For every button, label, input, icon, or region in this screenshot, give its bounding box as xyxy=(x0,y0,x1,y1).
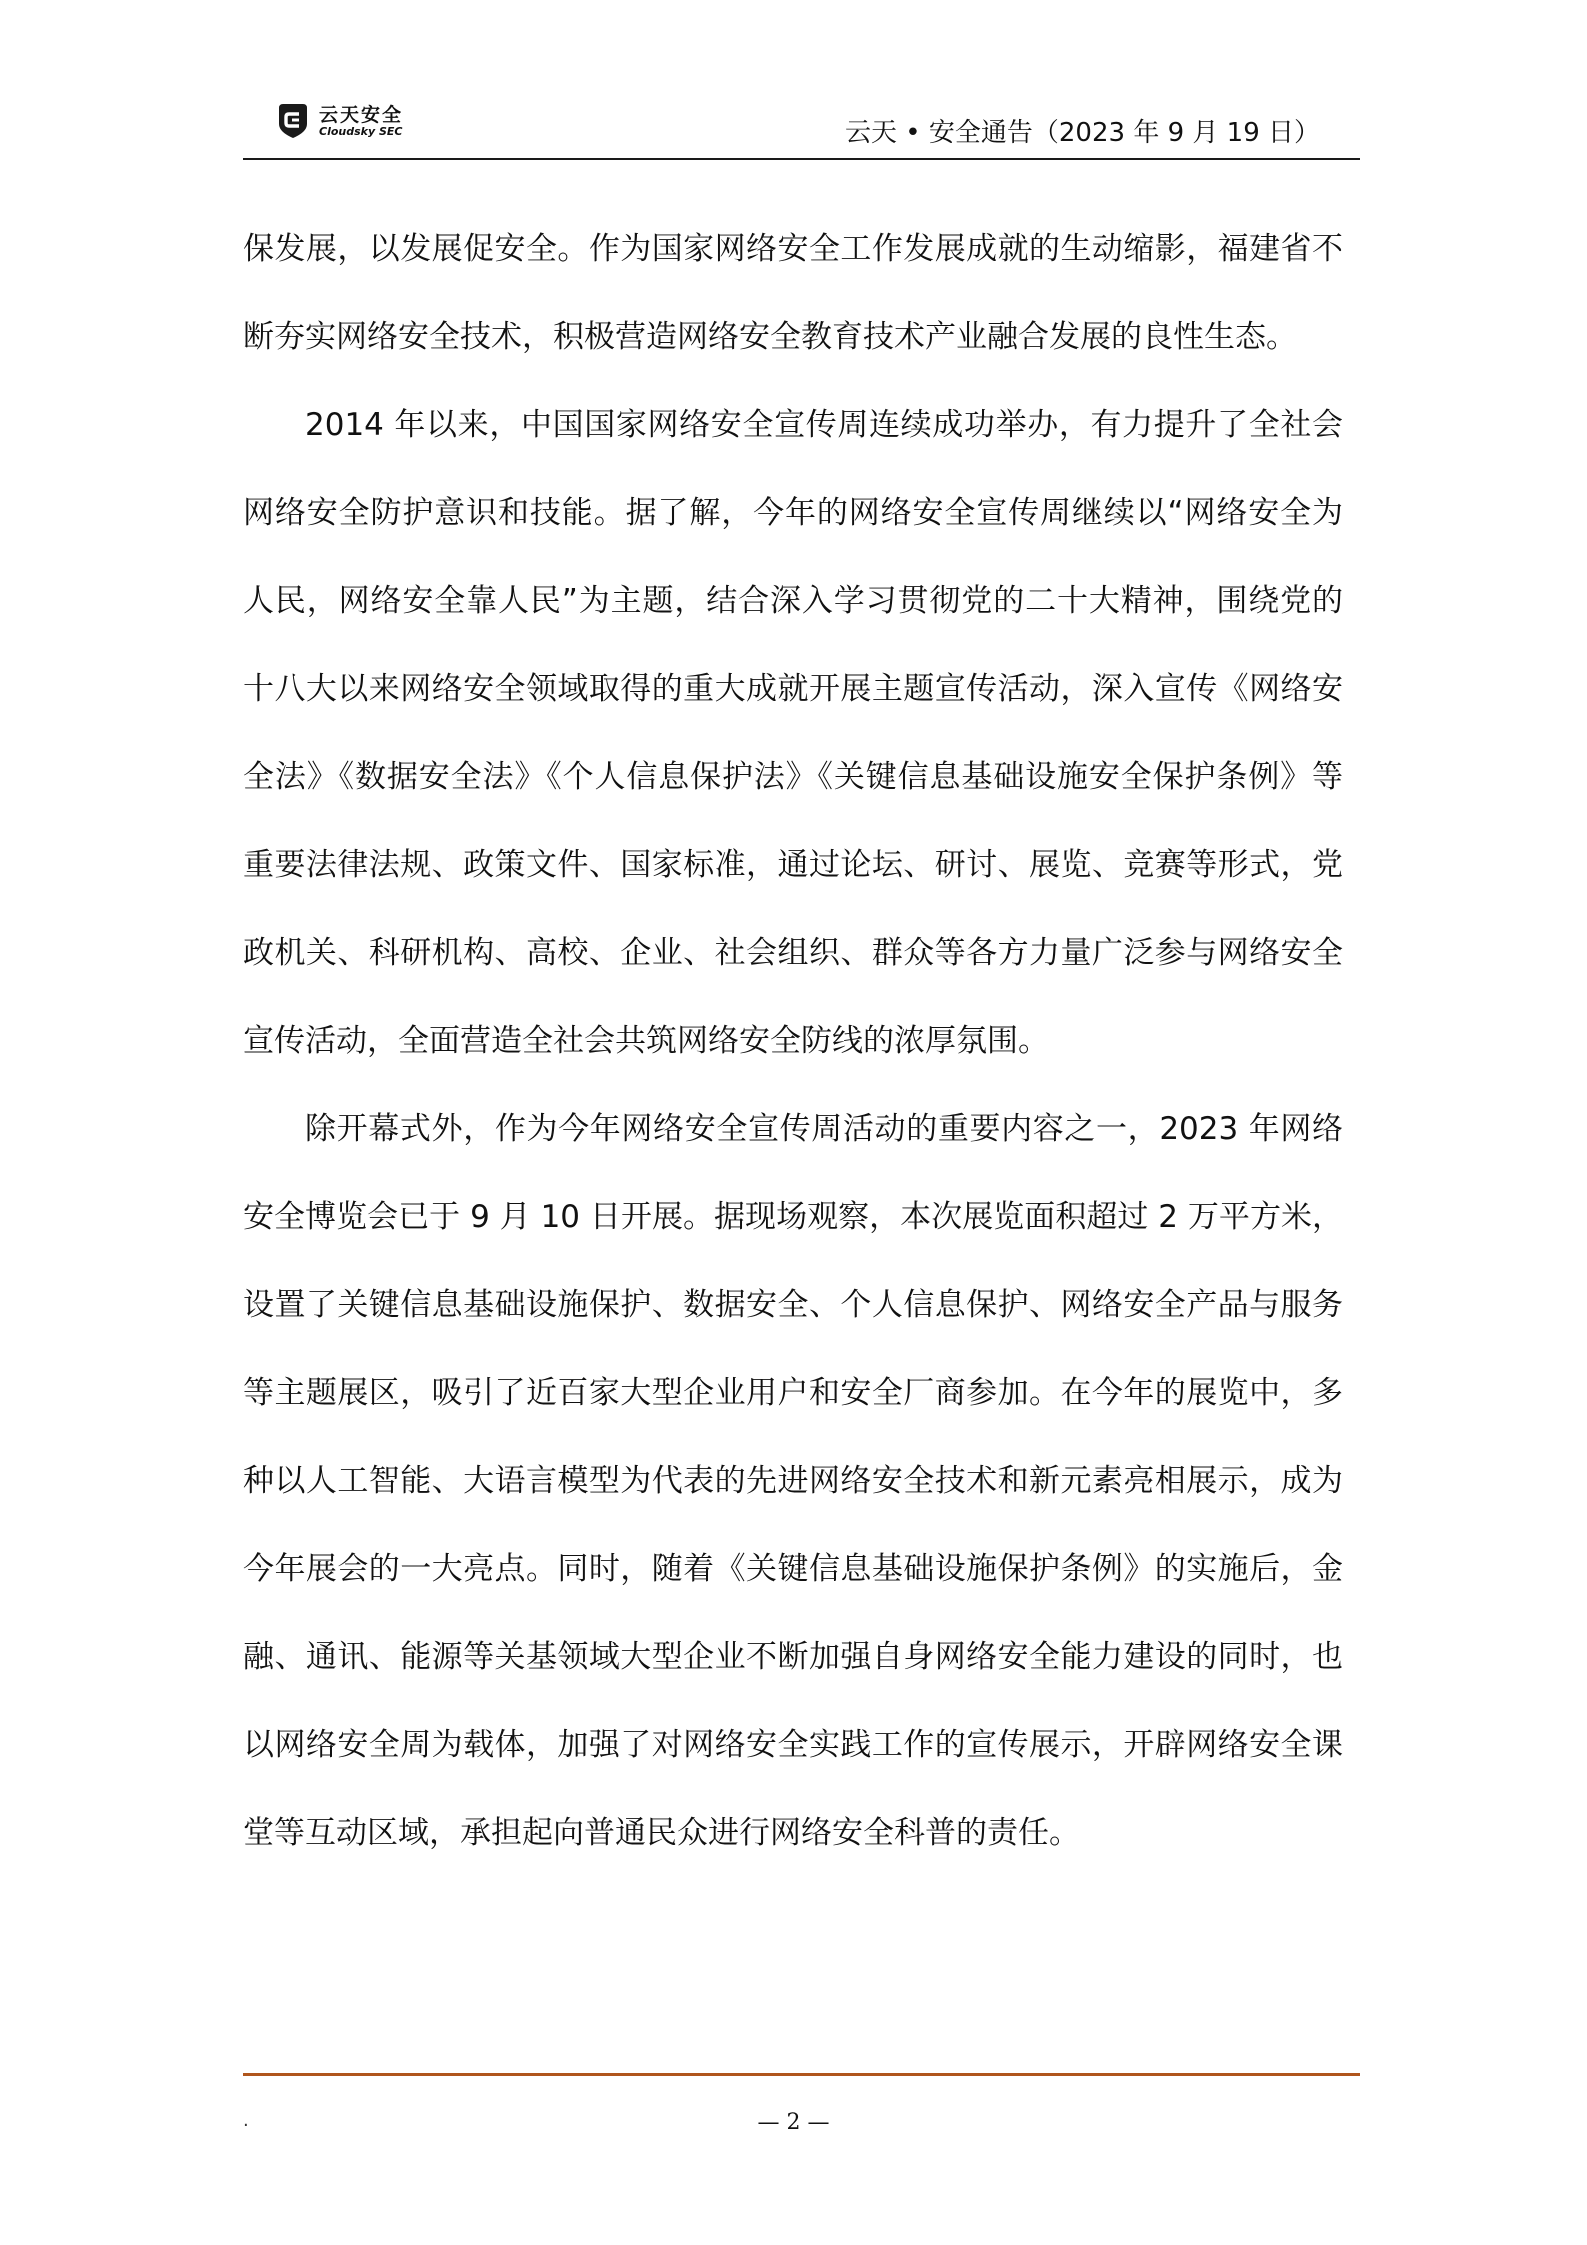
document-body xyxy=(243,205,1343,1877)
paragraph-1: 保发展，以发展促安全。作为国家网络安全工作发展成就的生动缩影，福建省不断夯实网络安全技术，积极营造网络安全教育技术产业融合发展的良性生态。 xyxy=(243,231,1343,355)
footer-divider xyxy=(243,2073,1360,2076)
page-header xyxy=(243,96,1360,160)
logo-name-cn: 云天安全 xyxy=(319,104,404,126)
footer-dot: . xyxy=(243,2110,249,2131)
header-divider xyxy=(243,158,1360,160)
logo-name-en: Cloudsky SEC xyxy=(319,125,403,138)
shield-logo-icon xyxy=(275,102,311,140)
paragraph-3: 除开幕式外，作为今年网络安全宣传周活动的重要内容之一，2023 年网络安全博览会已于 9 月 10 日开展。据现场观察，本次展览面积超过 2 万平方米，设置了关键信息基础设施保护、数据安全、个人信息保护、网络安全产品与服务等主题展区，吸引了近百家大型企业用户和安全厂商参加。在今年的展览中，多种以人工智能、大语言模型为代表的先进网络安全技术和新元素亮相展示，成为今年展会的一大亮点。同时，随着《关键信息基础设施保护条例》的实施后，金融、通讯、能源等关基领域大型企业不断加强自身网络安全能力建设的同时，也以网络安全周为载体，加强了对网络安全实践工作的宣传展示，开辟网络安全课堂等互动区域，承担起向普通民众进行网络安全科普的责任。 xyxy=(243,1111,1343,1851)
page-number: — 2 — xyxy=(757,2110,830,2135)
paragraph-2: 2014 年以来，中国国家网络安全宣传周连续成功举办，有力提升了全社会网络安全防护意识和技能。据了解，今年的网络安全宣传周继续以“网络安全为人民，网络安全靠人民”为主题，结合深入学习贯彻党的二十大精神，围绕党的十八大以来网络安全领域取得的重大成就开展主题宣传活动，深入宣传《网络安全法》《数据安全法》《个人信息保护法》《关键信息基础设施安全保护条例》等重要法律法规、政策文件、国家标准，通过论坛、研讨、展览、竞赛等形式，党政机关、科研机构、高校、企业、社会组织、群众等各方力量广泛参与网络安全宣传活动，全面营造全社会共筑网络安全防线的浓厚氛围。 xyxy=(243,407,1343,1059)
company-logo xyxy=(275,98,415,142)
document-title: 云天 • 安全通告（2023 年 9 月 19 日） xyxy=(845,118,1320,148)
